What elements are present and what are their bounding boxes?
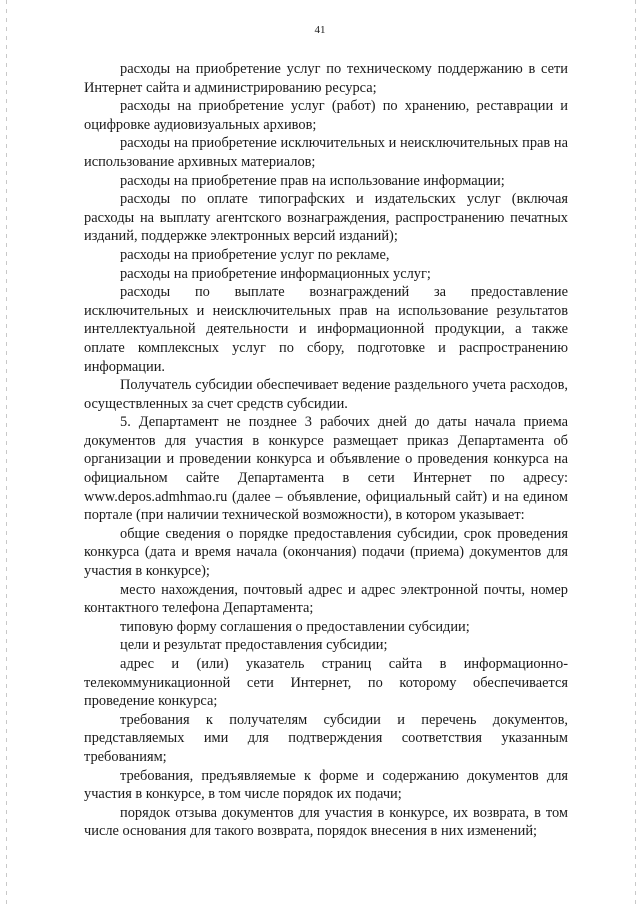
paragraph: Получатель субсидии обеспечивает ведение раздельного учета расходов, осуществленных за счет средств субсидии. <box>84 377 568 412</box>
page-number: 41 <box>314 24 326 36</box>
paragraph: цели и результат предоставления субсидии; <box>120 637 388 654</box>
scan-edge-right <box>635 0 636 905</box>
paragraph: расходы на приобретение информационных услуг; <box>120 265 431 282</box>
paragraph: расходы на приобретение услуг по техническому поддержанию в сети Интернет сайта и администрированию ресурса; <box>84 61 568 96</box>
paragraph: расходы на приобретение услуг по рекламе, <box>120 246 390 263</box>
paragraph: общие сведения о порядке предоставления субсидии, срок проведения конкурса (дата и время начала (окончания) подачи (приема) документов для участия в конкурсе); <box>84 525 568 580</box>
paragraph: требования, предъявляемые к форме и содержанию документов для участия в конкурсе, в том числе порядок их подачи; <box>84 767 568 803</box>
paragraph: типовую форму соглашения о предоставлении субсидии; <box>120 618 470 635</box>
paragraph: расходы по выплате вознаграждений за предоставление исключительных и неисключительных прав на использование результатов интеллектуальной деятельности и информационной продукции, а также оплате комплексных услуг по сбору, подготовке и распространению информации. <box>84 284 568 375</box>
paragraph: порядок отзыва документов для участия в конкурсе, их возврата, в том числе основания для такого возврата, порядок внесения в них изменений; <box>84 804 568 840</box>
paragraph: адрес и (или) указатель страниц сайта в информационно-телекоммуникационной сети Интернет, по которому обеспечивается проведение конкурса; <box>84 656 568 710</box>
paragraph: расходы на приобретение исключительных и неисключительных прав на использование архивных материалов; <box>84 135 568 170</box>
document-body <box>84 60 568 841</box>
paragraph: 5. Департамент не позднее 3 рабочих дней до даты начала приема документов для участия в конкурсе размещает приказ Департамента об организации и проведении конкурса и объявление о проведения конкурса на официальном сайте Департамента в сети Интернет по адресу: www.depos.admhmao.ru (далее – объявление, официальный сайт) и на едином портале (при наличии технической возможности), в котором указывает: <box>84 414 568 524</box>
paragraph: расходы на приобретение прав на использование информации; <box>120 172 505 189</box>
paragraph: расходы на приобретение услуг (работ) по хранению, реставрации и оцифровке аудиовизуальных архивов; <box>84 98 568 133</box>
paragraph: требования к получателям субсидии и перечень документов, представляемых ими для подтверждения соответствия указанным требованиям; <box>84 711 568 765</box>
paragraph: место нахождения, почтовый адрес и адрес электронной почты, номер контактного телефона Департамента; <box>84 581 568 617</box>
scan-edge-left <box>6 0 7 905</box>
paragraph: расходы по оплате типографских и издательских услуг (включая расходы на выплату агентского вознаграждения, распространению печатных изданий, поддержке электронных версий изданий); <box>84 191 568 245</box>
